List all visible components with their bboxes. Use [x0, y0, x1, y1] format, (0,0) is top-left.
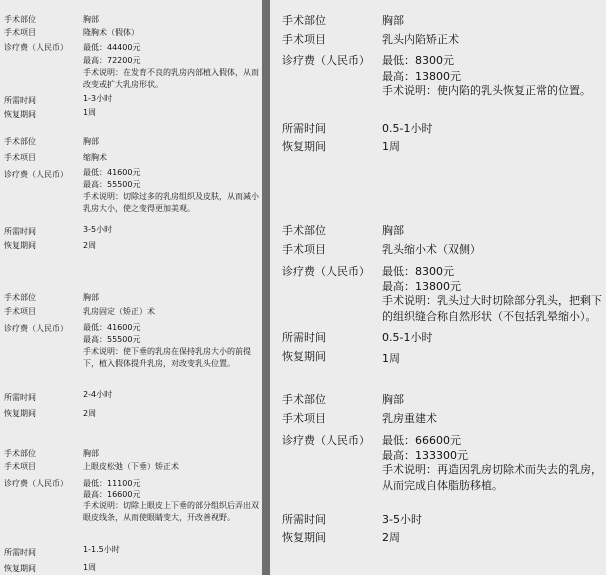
time-value: 0.5-1小时	[382, 331, 433, 344]
fee-max: 最高：13800元	[382, 280, 461, 293]
fee-min: 最低：41600元	[83, 168, 141, 177]
fee-max: 最高：72200元	[83, 56, 141, 65]
part-value: 胸部	[382, 14, 404, 27]
fee-min: 最低：44400元	[83, 43, 141, 52]
time-value: 1-1.5小时	[83, 545, 120, 554]
part-value: 胸部	[83, 137, 99, 146]
part-value: 胸部	[83, 293, 99, 302]
item-label: 手术项目	[282, 33, 326, 46]
item-value: 乳头内陷矫正术	[382, 33, 459, 46]
right-page	[270, 0, 606, 575]
part-label: 手术部位	[282, 224, 326, 237]
time-label: 所需时间	[4, 548, 36, 557]
fee-max: 最高：16600元	[83, 490, 141, 499]
part-value: 胸部	[83, 15, 99, 24]
part-value: 胸部	[382, 393, 404, 406]
item-label: 手术项目	[4, 28, 36, 37]
time-value: 0.5-1小时	[382, 122, 433, 135]
fee-label: 诊疗费（人民币）	[4, 479, 68, 488]
part-label: 手术部位	[4, 293, 36, 302]
fee-label: 诊疗费（人民币）	[4, 324, 68, 333]
recovery-value: 2周	[83, 409, 97, 418]
fee-min: 最低：8300元	[382, 54, 454, 67]
time-value: 1-3小时	[83, 94, 113, 103]
recovery-value: 1周	[382, 140, 400, 153]
item-label: 手术项目	[4, 462, 36, 471]
fee-label: 诊疗费（人民币）	[4, 43, 68, 52]
procedure-note: 手术说明：切除过多的乳房组织及皮肤，从而减小乳房大小，使之变得更加美观。	[83, 192, 259, 213]
item-value: 上眼皮松弛（下垂）矫正术	[83, 462, 179, 471]
time-label: 所需时间	[282, 331, 326, 344]
item-label: 手术项目	[4, 307, 36, 316]
time-label: 所需时间	[4, 393, 36, 402]
time-value: 3-5小时	[382, 513, 422, 526]
recovery-label: 恢复期间	[4, 564, 36, 573]
recovery-label: 恢复期间	[4, 110, 36, 119]
item-value: 乳房固定（矫正）术	[83, 307, 155, 316]
item-label: 手术项目	[282, 412, 326, 425]
part-label: 手术部位	[4, 449, 36, 458]
left-page	[0, 0, 262, 575]
part-value: 胸部	[382, 224, 404, 237]
part-label: 手术部位	[282, 14, 326, 27]
item-value: 缩胸术	[83, 153, 107, 162]
fee-min: 最低：66600元	[382, 434, 461, 447]
part-label: 手术部位	[4, 15, 36, 24]
recovery-value: 2周	[83, 241, 97, 250]
fee-label: 诊疗费（人民币）	[282, 54, 370, 67]
time-value: 2-4小时	[83, 390, 113, 399]
time-value: 3-5小时	[83, 225, 113, 234]
time-label: 所需时间	[4, 96, 36, 105]
recovery-label: 恢复期间	[282, 531, 326, 544]
recovery-label: 恢复期间	[4, 241, 36, 250]
part-value: 胸部	[83, 449, 99, 458]
fee-max: 最高：55500元	[83, 180, 141, 189]
time-label: 所需时间	[4, 227, 36, 236]
fee-min: 最低：8300元	[382, 265, 454, 278]
recovery-value: 1周	[382, 352, 400, 365]
recovery-label: 恢复期间	[282, 350, 326, 363]
procedure-note: 手术说明：使下垂的乳房在保持乳房大小的前提下，植入假体提升乳房，对改变乳头位置。	[83, 347, 251, 368]
fee-min: 最低：11100元	[83, 479, 141, 488]
item-value: 隆胸术（假体）	[83, 28, 139, 37]
fee-max: 最高：55500元	[83, 335, 141, 344]
time-label: 所需时间	[282, 122, 326, 135]
fee-label: 诊疗费（人民币）	[282, 434, 370, 447]
fee-label: 诊疗费（人民币）	[282, 265, 370, 278]
procedure-note: 手术说明：使内陷的乳头恢复正常的位置。	[382, 84, 591, 97]
procedure-note: 手术说明：再造因乳房切除术而失去的乳房，从而完成自体脂肪移植。	[382, 463, 602, 492]
fee-min: 最低：41600元	[83, 323, 141, 332]
fee-max: 最高：13800元	[382, 70, 461, 83]
part-label: 手术部位	[282, 393, 326, 406]
item-value: 乳头缩小术（双侧）	[382, 243, 481, 256]
procedure-note: 手术说明：乳头过大时切除部分乳头，把剩下的组织缝合称自然形状（不包括乳晕缩小）。	[382, 294, 602, 323]
recovery-label: 恢复期间	[4, 409, 36, 418]
recovery-value: 1周	[83, 108, 97, 117]
item-label: 手术项目	[4, 153, 36, 162]
time-label: 所需时间	[282, 513, 326, 526]
fee-max: 最高：133300元	[382, 449, 468, 462]
recovery-value: 2周	[382, 531, 400, 544]
fee-label: 诊疗费（人民币）	[4, 170, 68, 179]
part-label: 手术部位	[4, 137, 36, 146]
recovery-label: 恢复期间	[282, 140, 326, 153]
recovery-value: 1周	[83, 563, 97, 572]
item-label: 手术项目	[282, 243, 326, 256]
procedure-note: 手术说明：在发育不良的乳房内部植入假体，从而改变或扩大乳房形状。	[83, 68, 259, 89]
item-value: 乳房重建术	[382, 412, 437, 425]
procedure-note: 手术说明：切除上眼皮上下垂的部分组织后弄出双眼皮线条，从而使眼睛变大，开改善视野。	[83, 501, 259, 522]
